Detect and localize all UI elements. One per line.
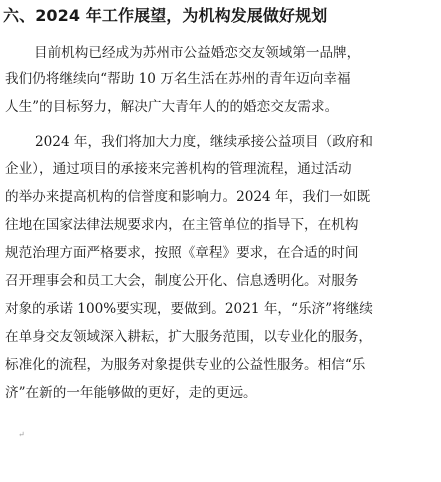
paragraph-2-line-6: 召开理事会和员工大会，制度公开化、信息透明化。对服务 [5, 273, 359, 289]
paragraph-1-line-2: 我们仍将继续向“帮助 10 万名生活在苏州的青年迈向幸福 [5, 71, 351, 87]
paragraph-2-line-5: 规范治理方面严格要求，按照《章程》要求，在合适的时间 [5, 245, 359, 261]
paragraph-1-line-1: 目前机构已经成为苏州市公益婚恋交友领域第一品牌， [34, 45, 361, 61]
paragraph-2-line-3: 的举办来提高机构的信誉度和影响力。2024 年，我们一如既 [5, 189, 371, 205]
paragraph-2-line-9: 标准化的流程，为服务对象提供专业的公益性服务。相信“乐 [5, 357, 366, 373]
paragraph-2-line-8: 在单身交友领域深入耕耘，扩大服务范围，以专业化的服务， [5, 329, 373, 345]
section-heading: 六、2024 年工作展望，为机构发展做好规划 [3, 6, 328, 25]
paragraph-2-line-1: 2024 年，我们将加大力度，继续承接公益项目（政府和 [35, 134, 373, 150]
paragraph-2-line-2: 企业），通过项目的承接来完善机构的管理流程，通过活动 [5, 161, 352, 177]
paragraph-2-line-7: 对象的承诺 100%要实现，要做到。2021 年，“乐济”将继续 [5, 301, 373, 317]
paragraph-2-line-4: 往地在国家法律法规要求内，在主管单位的指导下，在机构 [5, 217, 359, 233]
paragraph-mark-icon: ↵ [18, 430, 25, 439]
paragraph-1-line-3: 人生”的目标努力，解决广大青年人的的婚恋交友需求。 [5, 99, 339, 115]
paragraph-2-line-10: 济”在新的一年能够做的更好，走的更远。 [5, 385, 257, 401]
